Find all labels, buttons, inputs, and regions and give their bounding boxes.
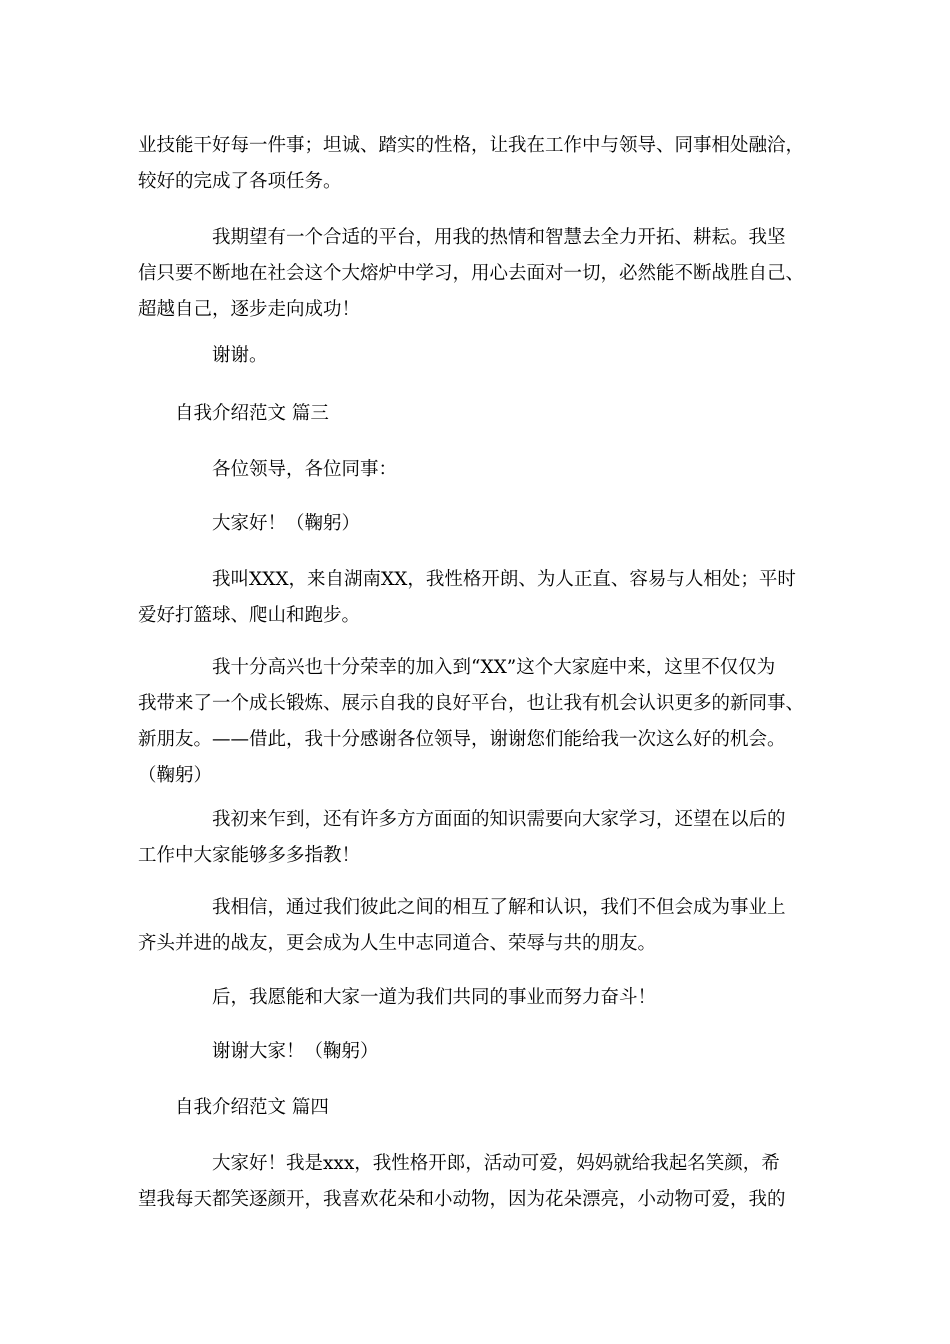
text-line: 齐头并进的战友，更会成为人生中志同道合、荣辱与共的朋友。 [138,933,657,954]
text-line: 工作中大家能够多多指教！ [138,845,361,866]
section-heading-4: 自我介绍范文 篇四 [175,1097,329,1118]
paragraph-work-attitude [138,128,838,200]
text-line: 各位领导，各位同事： [212,459,398,480]
text-line: 我十分高兴也十分荣幸的加入到“XX”这个大家庭中来，这里不仅仅为 [212,657,776,678]
text-line: 谢谢大家！（鞠躬） [212,1041,379,1062]
section-heading-3: 自我介绍范文 篇三 [175,403,329,424]
paragraph-intro-four [138,1146,838,1218]
paragraph-self-intro [138,562,838,634]
paragraph-greeting [138,452,838,488]
text-line: 我带来了一个成长锻炼、展示自我的良好平台，也让我有机会认识更多的新同事、 [138,693,805,714]
text-line: 大家好！（鞠躬） [212,513,361,534]
paragraph-expectation [138,220,838,328]
text-line: 我叫XXX，来自湖南XX，我性格开朗、为人正直、容易与人相处；平时 [212,569,796,590]
paragraph-thanks [138,338,838,374]
paragraph-wish [138,980,838,1016]
paragraph-thanks-all [138,1034,838,1070]
text-line: 我相信，通过我们彼此之间的相互了解和认识，我们不但会成为事业上 [212,897,786,918]
text-line: 超越自己，逐步走向成功！ [138,299,361,320]
text-line: 大家好！我是xxx，我性格开郎，活动可爱，妈妈就给我起名笑颜，希 [212,1153,780,1174]
text-line: 望我每天都笑逐颜开，我喜欢花朵和小动物，因为花朵漂亮，小动物可爱，我的 [138,1189,786,1210]
text-line: 后，我愿能和大家一道为我们共同的事业而努力奋斗！ [212,987,657,1008]
paragraph-newcomer [138,802,838,874]
text-line: 谢谢。 [212,345,268,366]
text-line: （鞠躬） [138,765,213,786]
paragraph-joining [138,650,838,794]
text-line: 我期望有一个合适的平台，用我的热情和智慧去全力开拓、耕耘。我坚 [212,227,786,248]
paragraph-belief [138,890,838,962]
text-line: 新朋友。——借此，我十分感谢各位领导，谢谢您们能给我一次这么好的机会。 [138,729,786,750]
text-line: 我初来乍到，还有许多方方面面的知识需要向大家学习，还望在以后的 [212,809,786,830]
paragraph-hello [138,506,838,542]
text-line: 爱好打篮球、爬山和跑步。 [138,605,361,626]
text-line: 信只要不断地在社会这个大熔炉中学习，用心去面对一切，必然能不断战胜自己、 [138,263,805,284]
text-line: 较好的完成了各项任务。 [138,171,342,192]
text-line: 业技能干好每一件事；坦诚、踏实的性格，让我在工作中与领导、同事相处融洽， [138,135,805,156]
